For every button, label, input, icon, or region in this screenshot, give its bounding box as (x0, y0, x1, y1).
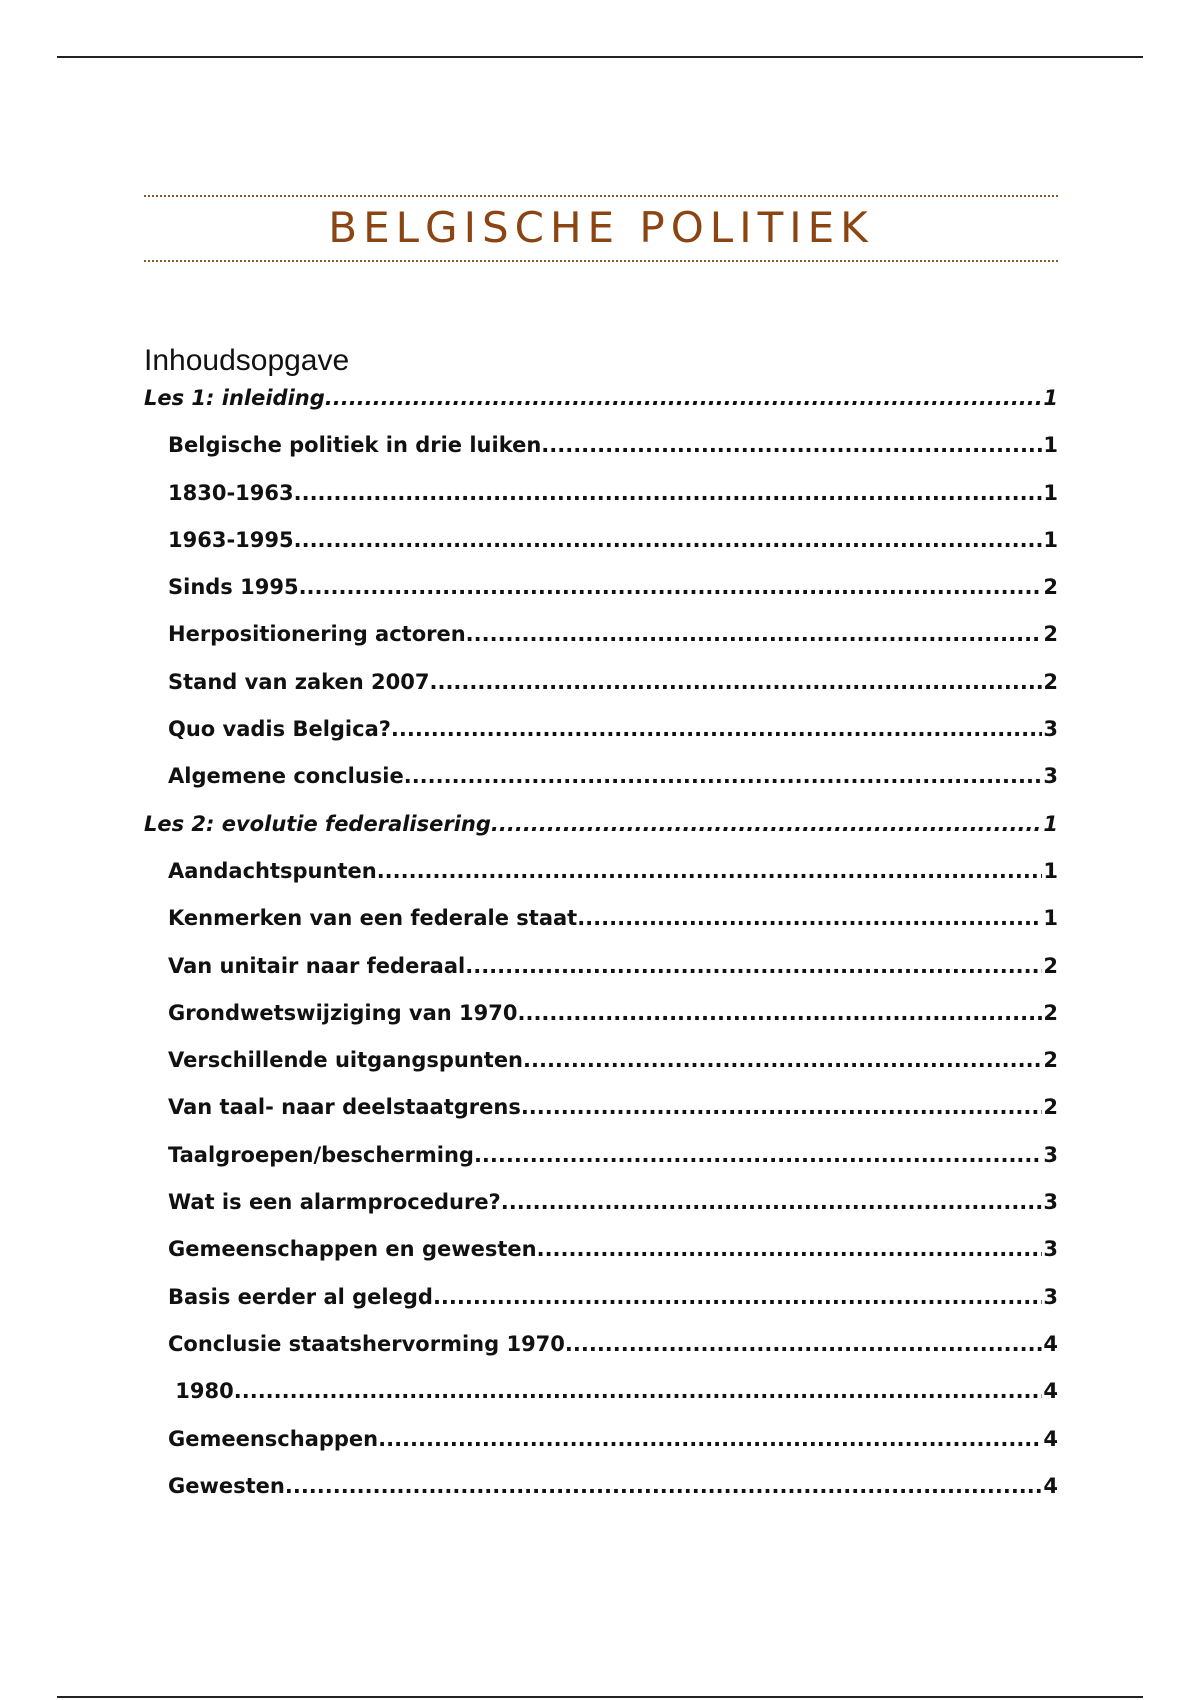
toc-page-number: 1 (1043, 386, 1058, 410)
toc-entry-title: Wat is een alarmprocedure? (168, 1190, 501, 1215)
toc-dot-leader (294, 528, 1043, 552)
toc-page-number: 2 (1043, 622, 1058, 647)
toc-section-entry[interactable] (144, 1048, 1058, 1095)
toc-dot-leader (491, 812, 1042, 836)
toc-dot-leader (565, 1332, 1042, 1356)
toc-entry-title: Les 1: inleiding (144, 386, 325, 410)
toc-entry-title: Conclusie staatshervorming 1970 (168, 1331, 565, 1356)
toc-section-entry[interactable] (144, 670, 1058, 717)
toc-page-number: 1 (1043, 480, 1058, 505)
toc-section-entry[interactable] (144, 1095, 1058, 1142)
toc-section-entry[interactable] (144, 481, 1058, 528)
toc-entry-title: Herpositionering actoren (168, 622, 466, 647)
toc-entry-title: Aandachtspunten (168, 858, 377, 883)
toc-entry-title: Verschillende uitgangspunten (168, 1048, 524, 1073)
toc-page-number: 2 (1043, 953, 1058, 978)
toc-section-entry[interactable] (144, 764, 1058, 811)
toc-section-entry[interactable] (144, 433, 1058, 480)
toc-entry-title: Gewesten (168, 1473, 285, 1498)
toc-dot-leader (523, 1048, 1042, 1072)
toc-dot-leader (299, 575, 1043, 599)
toc-page-number: 3 (1043, 1142, 1058, 1167)
toc-page-number: 2 (1043, 1095, 1058, 1120)
toc-dot-leader (378, 1427, 1042, 1451)
toc-entry-title: Belgische politiek in drie luiken (168, 433, 542, 458)
page-header-rule (57, 56, 1143, 58)
toc-page-number: 3 (1043, 1284, 1058, 1309)
toc-dot-leader (433, 1285, 1042, 1309)
toc-dot-leader (325, 386, 1043, 410)
document-title: BELGISCHE POLITIEK (328, 203, 874, 252)
toc-dot-leader (474, 1143, 1042, 1167)
toc-section-entry[interactable] (144, 1427, 1058, 1474)
toc-dot-leader (391, 717, 1042, 741)
toc-dot-leader (377, 859, 1043, 883)
toc-section-entry[interactable] (144, 528, 1058, 575)
toc-section-entry[interactable] (144, 1143, 1058, 1190)
page-footer-rule (57, 1696, 1143, 1698)
toc-section-entry[interactable] (144, 1332, 1058, 1379)
toc-section-entry[interactable] (144, 575, 1058, 622)
toc-page-number: 3 (1043, 717, 1058, 742)
toc-section-entry[interactable] (144, 1474, 1058, 1521)
toc-dot-leader (234, 1379, 1043, 1403)
toc-entry-title: Basis eerder al gelegd (168, 1284, 433, 1309)
toc-dot-leader (466, 622, 1043, 646)
toc-entry-title: 1963-1995 (168, 527, 294, 552)
toc-dot-leader (430, 670, 1043, 694)
toc-chapter-entry[interactable] (144, 812, 1058, 859)
title-upper-dotted-rule (144, 195, 1058, 197)
toc-entry-title: Van unitair naar federaal (168, 953, 466, 978)
toc-page-number: 3 (1043, 764, 1058, 789)
toc-entry-title: Gemeenschappen (168, 1426, 379, 1451)
toc-dot-leader (465, 954, 1042, 978)
toc-section-entry[interactable] (144, 1001, 1058, 1048)
toc-page-number: 3 (1043, 1190, 1058, 1215)
toc-entry-title: Stand van zaken 2007 (168, 669, 430, 694)
toc-entry-title: Algemene conclusie (168, 764, 404, 789)
toc-page-number: 1 (1043, 858, 1058, 883)
toc-page-number: 2 (1043, 575, 1058, 600)
toc-dot-leader (518, 1001, 1043, 1025)
toc-dot-leader (541, 433, 1042, 457)
toc-dot-leader (537, 1237, 1043, 1261)
toc-section-entry[interactable] (144, 1285, 1058, 1332)
toc-section-entry[interactable] (144, 859, 1058, 906)
toc-section-entry[interactable] (144, 717, 1058, 764)
toc-chapter-entry[interactable] (144, 386, 1058, 433)
toc-entry-title: Quo vadis Belgica? (168, 717, 391, 742)
toc-entry-title: Taalgroepen/bescherming (168, 1142, 474, 1167)
toc-page-number: 1 (1043, 527, 1058, 552)
toc-page-number: 2 (1043, 1048, 1058, 1073)
toc-section-entry[interactable] (144, 906, 1058, 953)
toc-entry-title: Kenmerken van een federale staat (168, 906, 578, 931)
toc-section-entry[interactable] (144, 954, 1058, 1001)
toc-page-number: 2 (1043, 1000, 1058, 1025)
toc-page-number: 1 (1043, 811, 1058, 836)
toc-section-entry[interactable] (144, 622, 1058, 669)
toc-entry-title: Van taal- naar deelstaatgrens (168, 1095, 521, 1120)
toc-entry-title: Sinds 1995 (168, 575, 299, 600)
table-of-contents (144, 386, 1058, 1521)
toc-dot-leader (577, 906, 1042, 930)
toc-dot-leader (501, 1190, 1043, 1214)
toc-dot-leader (521, 1095, 1043, 1119)
toc-heading: Inhoudsopgave (144, 344, 350, 377)
toc-page-number: 3 (1043, 1237, 1058, 1262)
toc-entry-title: Gemeenschappen en gewesten (168, 1237, 537, 1262)
toc-page-number: 4 (1043, 1426, 1058, 1451)
toc-entry-title: 1830-1963 (168, 480, 294, 505)
toc-dot-leader (404, 764, 1043, 788)
title-block (144, 192, 1058, 262)
toc-dot-leader (294, 481, 1043, 505)
toc-page-number: 1 (1043, 906, 1058, 931)
toc-page-number: 4 (1043, 1379, 1058, 1404)
toc-section-entry[interactable] (144, 1379, 1058, 1426)
toc-section-entry[interactable] (144, 1190, 1058, 1237)
toc-page-number: 1 (1043, 433, 1058, 458)
toc-entry-title: Les 2: evolutie federalisering (144, 811, 491, 836)
toc-page-number: 2 (1043, 669, 1058, 694)
toc-section-entry[interactable] (144, 1237, 1058, 1284)
toc-entry-title: 1980 (168, 1379, 234, 1404)
title-lower-dotted-rule (144, 260, 1058, 262)
toc-page-number: 4 (1043, 1331, 1058, 1356)
toc-entry-title: Grondwetswijziging van 1970 (168, 1000, 518, 1025)
toc-dot-leader (285, 1474, 1043, 1498)
toc-page-number: 4 (1043, 1473, 1058, 1498)
